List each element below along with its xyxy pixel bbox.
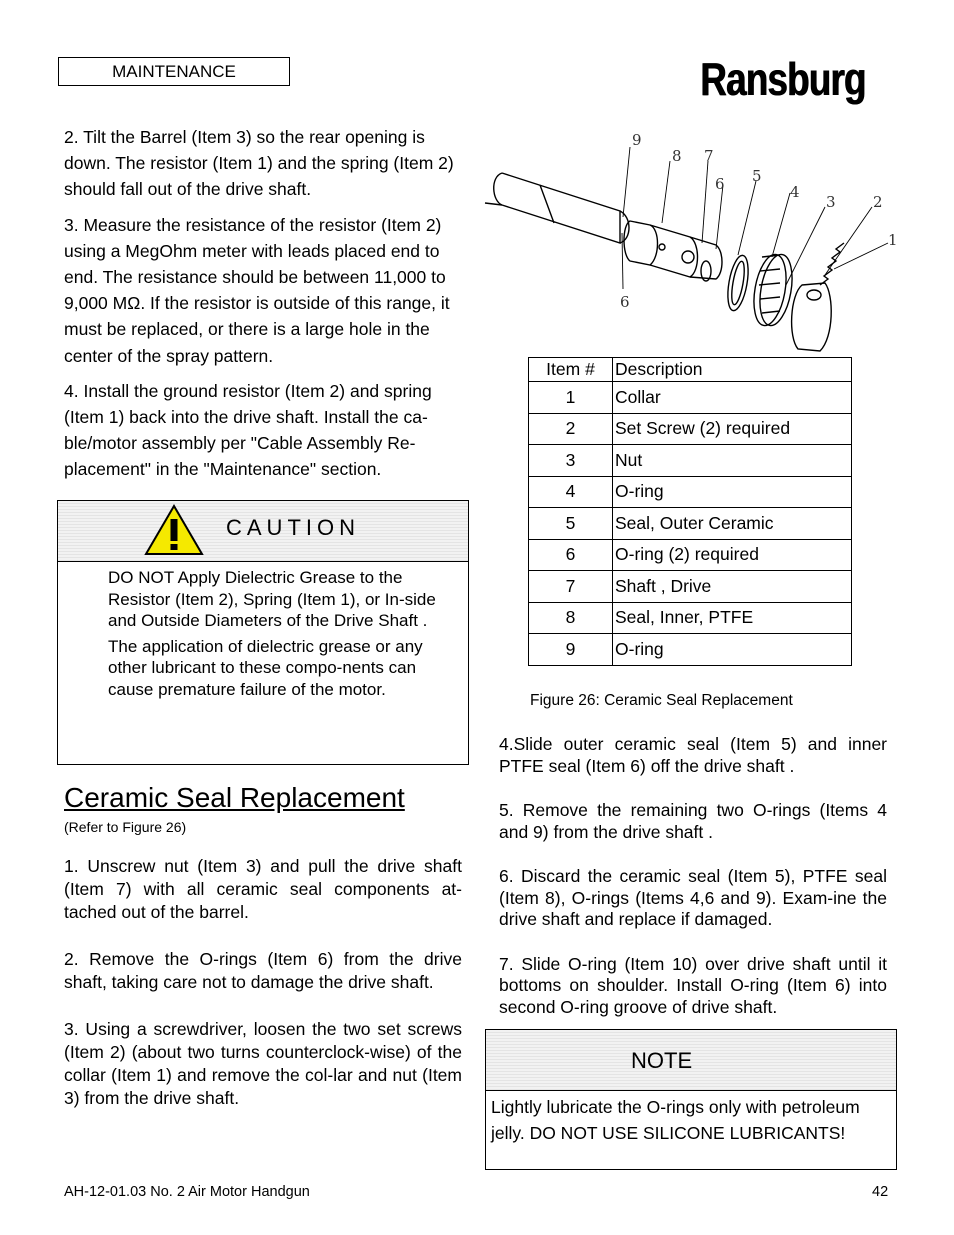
callout-3: 3: [826, 193, 836, 211]
item-number: 2: [529, 413, 613, 445]
exploded-view-figure: [480, 125, 900, 357]
procedure-step: 3. Using a screwdriver, loosen the two set screws (Item 2) (about two turns counterclock-wise) of the collar (Item 1) and remove the col-lar and nut (Item 3) from the drive shaft.: [64, 1019, 462, 1108]
table-row: [529, 508, 852, 540]
item-number: 8: [529, 602, 613, 634]
callout-8: 8: [672, 147, 682, 165]
section-title: Ceramic Seal Replacement: [64, 782, 405, 813]
note-box: [485, 1029, 897, 1170]
callout-labels: [620, 131, 898, 311]
item-number: 7: [529, 571, 613, 603]
note-header: [486, 1030, 896, 1091]
item-number: 1: [529, 382, 613, 414]
table-header-row: [529, 358, 852, 382]
procedure-step: 6. Discard the ceramic seal (Item 5), PTFE seal (Item 8), O-rings (Items 4,6 and 9). Exam-ine the drive shaft and replace if damaged.: [499, 866, 887, 929]
item-description: Set Screw (2) required: [613, 413, 852, 445]
table-row: [529, 602, 852, 634]
item-description: Shaft , Drive: [613, 571, 852, 603]
caution-body: [108, 567, 448, 704]
callout-2: 2: [873, 193, 883, 211]
caution-explanation-text: The application of dielectric grease or any other lubricant to these compo-nents can cause premature failure of the motor.: [108, 636, 423, 699]
callout-7: 7: [704, 147, 714, 165]
procedure-step: 4.Slide outer ceramic seal (Item 5) and inner PTFE seal (Item 6) off the drive shaft .: [499, 734, 887, 776]
procedure-step: 7. Slide O-ring (Item 10) over drive shaft until it bottoms on shoulder. Install O-ring (Item 6) into second O-ring groove of drive shaft.: [499, 953, 887, 1017]
brand-logo: Ransburg: [700, 53, 866, 105]
callout-6: 6: [715, 175, 725, 193]
figure-reference: (Refer to Figure 26): [64, 819, 187, 835]
item-description: Collar: [613, 382, 852, 414]
item-number: 3: [529, 445, 613, 477]
item-description: Nut: [613, 445, 852, 477]
callout-9: 9: [632, 131, 642, 149]
table-row: [529, 413, 852, 445]
page-number: 42: [872, 1184, 889, 1200]
figure-caption: Figure 26: Ceramic Seal Replacement: [530, 692, 793, 709]
item-number: 6: [529, 539, 613, 571]
table-row: [529, 571, 852, 603]
column-header-item: Item #: [529, 358, 613, 382]
item-number: 9: [529, 634, 613, 666]
note-title: NOTE: [631, 1048, 693, 1073]
caution-header: [58, 501, 468, 562]
table-row: [529, 539, 852, 571]
right-procedure-steps: [499, 734, 887, 1018]
note-body: Lightly lubricate the O-rings only with petroleum jelly. DO NOT USE SILICONE LUBRICANTS!: [491, 1097, 860, 1143]
table-row: [529, 476, 852, 508]
procedure-step: 1. Unscrew nut (Item 3) and pull the drive shaft (Item 7) with all ceramic seal components at-tached out of the barrel.: [64, 856, 462, 922]
callout-4: 4: [790, 183, 800, 201]
step-4-install-resistor: 4. Install the ground resistor (Item 2) and spring (Item 1) back into the drive shaft. Install the ca-ble/motor assembly per "Cable Assembly Re-placement" in the "Maintenance" section.: [64, 380, 432, 480]
procedure-step: 2. Remove the O-rings (Item 6) from the drive shaft, taking care not to damage the drive shaft.: [64, 949, 462, 992]
caution-box: [57, 500, 469, 765]
item-description: O-ring (2) required: [613, 539, 852, 571]
left-procedure-steps: [64, 855, 462, 1110]
table-row: [529, 382, 852, 414]
item-description: O-ring: [613, 476, 852, 508]
footer-document-id: AH-12-01.03 No. 2 Air Motor Handgun: [64, 1184, 310, 1200]
item-number: 4: [529, 476, 613, 508]
item-description: Seal, Inner, PTFE: [613, 602, 852, 634]
step-3-measure-resistance: 3. Measure the resistance of the resistor (Item 2) using a MegOhm meter with leads placed end to end. The resistance should be between 11,000 to 9,000 MΩ. If the resistor is outside of this range, it must be replaced, or there is a large hole in the center of the spray pattern.: [64, 214, 450, 366]
parts-table: [528, 357, 852, 666]
callout-5: 5: [752, 167, 762, 185]
item-description: Seal, Outer Ceramic: [613, 508, 852, 540]
callout-1: 1: [888, 231, 898, 249]
step-2-tilt-barrel: 2. Tilt the Barrel (Item 3) so the rear opening is down. The resistor (Item 1) and the spring (Item 2) should fall out of the drive shaft.: [64, 127, 454, 200]
item-number: 5: [529, 508, 613, 540]
caution-warning-text: DO NOT Apply Dielectric Grease to the Resistor (Item 2), Spring (Item 1), or In-side and Outside Diameters of the Drive Shaft .: [108, 568, 436, 630]
callout-6-lower: 6: [620, 293, 630, 311]
caution-title: CAUTION: [226, 515, 360, 540]
warning-triangle-icon: [144, 504, 204, 556]
left-intro-steps: [64, 124, 464, 483]
table-row: [529, 445, 852, 477]
procedure-step: 5. Remove the remaining two O-rings (Items 4 and 9) from the drive shaft .: [499, 800, 887, 842]
section-tag: MAINTENANCE: [58, 57, 290, 86]
table-row: [529, 634, 852, 666]
column-header-description: Description: [613, 358, 852, 382]
item-description: O-ring: [613, 634, 852, 666]
